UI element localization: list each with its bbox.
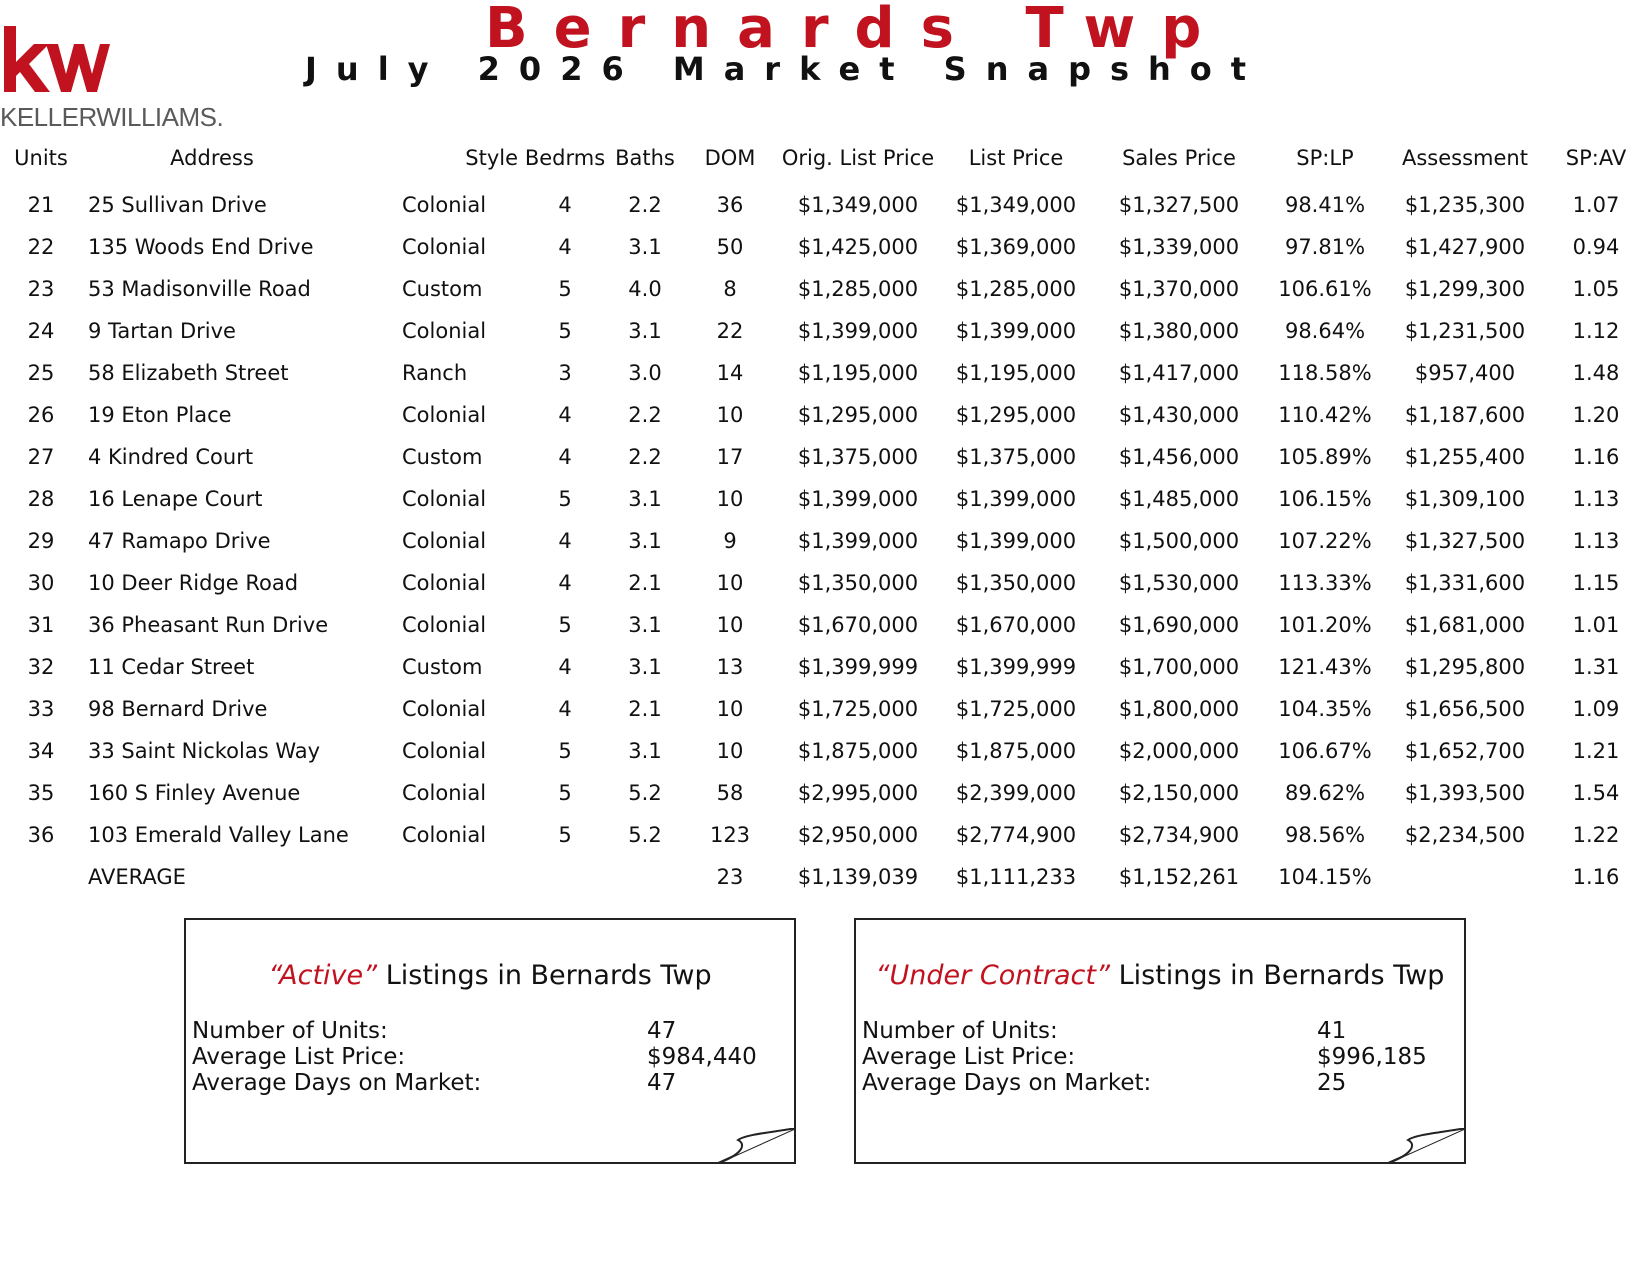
cell-sp-av: 1.05 (1572, 277, 1620, 301)
table-row (0, 730, 1650, 772)
table-row (0, 436, 1650, 478)
cell-list-price: $1,399,000 (955, 487, 1077, 511)
cell-dom: 14 (716, 361, 744, 385)
active-units-row (192, 1018, 677, 1044)
cell-baths: 3.1 (628, 487, 662, 511)
cell-unit-number: 21 (27, 193, 55, 217)
cell-address: 11 Cedar Street (88, 655, 255, 679)
cell-dom: 10 (716, 613, 744, 637)
cell-style: Custom (402, 445, 483, 469)
active-dom-value: 47 (647, 1070, 677, 1096)
cell-assessment: $1,255,400 (1404, 445, 1526, 469)
cell-unit-number: 23 (27, 277, 55, 301)
contract-price-row (862, 1044, 1427, 1070)
logo-wordmark: KELLERWILLIAMS. (0, 102, 224, 132)
cell-address: 135 Woods End Drive (88, 235, 314, 259)
cell-sp-lp: 97.81% (1284, 235, 1366, 259)
cell-address: 36 Pheasant Run Drive (88, 613, 329, 637)
active-units-label: Number of Units: (192, 1018, 388, 1044)
table-row (0, 562, 1650, 604)
cell-sp-av: 1.13 (1572, 487, 1620, 511)
cell-sales-price: $1,370,000 (1118, 277, 1240, 301)
cell-unit-number: 31 (27, 613, 55, 637)
cell-sales-price: $2,000,000 (1118, 739, 1240, 763)
cell-assessment: $1,393,500 (1404, 781, 1526, 805)
cell-address: 25 Sullivan Drive (88, 193, 267, 217)
cell-sp-lp: 106.15% (1278, 487, 1372, 511)
cell-unit-number: 36 (27, 823, 55, 847)
cell-style: Ranch (402, 361, 468, 385)
cell-assessment (1388, 856, 1542, 898)
cell-baths: 3.0 (628, 361, 662, 385)
page-curl-icon (1386, 1128, 1466, 1164)
cell-sp-lp: 106.61% (1278, 277, 1372, 301)
cell-sales-price: $1,417,000 (1118, 361, 1240, 385)
cell-assessment: $1,652,700 (1404, 739, 1526, 763)
cell-dom: 9 (723, 529, 737, 553)
active-dom-row (192, 1070, 677, 1096)
cell-sp-lp: 121.43% (1278, 655, 1372, 679)
cell-orig-list-price: $1,195,000 (797, 361, 919, 385)
cell-sp-av: 1.16 (1572, 445, 1620, 469)
active-units-value: 47 (647, 1018, 677, 1044)
under-contract-title (856, 960, 1464, 991)
table-body (0, 184, 1650, 898)
cell-orig-list-price: $1,349,000 (797, 193, 919, 217)
active-price-value: $984,440 (647, 1044, 757, 1070)
contract-dom-value: 25 (1317, 1070, 1347, 1096)
cell-sp-av: 1.16 (1572, 865, 1620, 889)
active-listings-box (184, 918, 796, 1164)
cell-assessment: $1,235,300 (1404, 193, 1526, 217)
cell-sp-lp: 118.58% (1278, 361, 1372, 385)
cell-sp-av: 1.12 (1572, 319, 1620, 343)
cell-orig-list-price: $1,285,000 (797, 277, 919, 301)
cell-sp-lp: 104.15% (1278, 865, 1372, 889)
cell-style: Colonial (402, 823, 487, 847)
cell-style: Colonial (402, 781, 487, 805)
cell-style: Colonial (402, 193, 487, 217)
under-contract-box (854, 918, 1466, 1164)
cell-bedrooms: 5 (558, 781, 572, 805)
cell-assessment: $957,400 (1414, 361, 1516, 385)
cell-bedrooms: 5 (558, 277, 572, 301)
cell-orig-list-price: $1,399,999 (797, 655, 919, 679)
cell-style: Colonial (402, 319, 487, 343)
cell-baths: 5.2 (628, 823, 662, 847)
header-sp-av: SP:AV (1565, 146, 1627, 170)
cell-assessment: $1,231,500 (1404, 319, 1526, 343)
cell-list-price: $1,399,000 (955, 319, 1077, 343)
header-orig-list-price: Orig. List Price (781, 146, 935, 170)
table-row (0, 772, 1650, 814)
cell-bedrooms (520, 856, 610, 898)
cell-sales-price: $1,485,000 (1118, 487, 1240, 511)
cell-style: Colonial (402, 235, 487, 259)
table-header-row (0, 132, 1650, 184)
cell-unit-number: 22 (27, 235, 55, 259)
cell-dom: 10 (716, 739, 744, 763)
cell-address: 58 Elizabeth Street (88, 361, 289, 385)
cell-list-price: $1,369,000 (955, 235, 1077, 259)
cell-sp-lp: 98.64% (1284, 319, 1366, 343)
cell-sp-av: 1.13 (1572, 529, 1620, 553)
cell-bedrooms: 4 (558, 529, 572, 553)
under-contract-title-rest: Listings in Bernards Twp (1118, 960, 1445, 991)
contract-price-label: Average List Price: (862, 1044, 1076, 1070)
cell-orig-list-price: $1,295,000 (797, 403, 919, 427)
cell-address: 160 S Finley Avenue (88, 781, 301, 805)
cell-baths: 5.2 (628, 781, 662, 805)
cell-dom: 123 (709, 823, 751, 847)
contract-dom-row (862, 1070, 1347, 1096)
header-units: Units (14, 146, 68, 170)
header-style: Style (465, 146, 518, 170)
cell-baths (610, 856, 680, 898)
cell-orig-list-price: $1,350,000 (797, 571, 919, 595)
cell-baths: 4.0 (628, 277, 662, 301)
cell-address: 16 Lenape Court (88, 487, 263, 511)
header-bedrooms: Bedrms (524, 146, 606, 170)
cell-sales-price: $1,152,261 (1118, 865, 1240, 889)
cell-address: 103 Emerald Valley Lane (88, 823, 349, 847)
cell-sales-price: $1,500,000 (1118, 529, 1240, 553)
cell-baths: 2.1 (628, 697, 662, 721)
cell-sales-price: $1,380,000 (1118, 319, 1240, 343)
cell-list-price: $1,875,000 (955, 739, 1077, 763)
cell-unit-number: 29 (27, 529, 55, 553)
cell-style: Colonial (402, 739, 487, 763)
cell-bedrooms: 4 (558, 571, 572, 595)
contract-price-value: $996,185 (1317, 1044, 1427, 1070)
cell-baths: 3.1 (628, 529, 662, 553)
cell-sales-price: $1,700,000 (1118, 655, 1240, 679)
cell-list-price: $1,285,000 (955, 277, 1077, 301)
cell-unit-number: 26 (27, 403, 55, 427)
cell-address: 47 Ramapo Drive (88, 529, 271, 553)
contract-units-row (862, 1018, 1347, 1044)
cell-orig-list-price: $1,399,000 (797, 319, 919, 343)
average-row (0, 856, 1650, 898)
cell-list-price: $1,195,000 (955, 361, 1077, 385)
cell-orig-list-price: $1,375,000 (797, 445, 919, 469)
cell-assessment: $1,295,800 (1404, 655, 1526, 679)
cell-list-price: $2,774,900 (955, 823, 1077, 847)
cell-sales-price: $1,800,000 (1118, 697, 1240, 721)
page-subtitle: July 2026 Market Snapshot (305, 50, 1266, 88)
cell-bedrooms: 4 (558, 445, 572, 469)
cell-sp-lp: 98.56% (1284, 823, 1366, 847)
cell-address: 19 Eton Place (88, 403, 232, 427)
cell-sp-lp: 110.42% (1278, 403, 1372, 427)
active-label: “Active” (268, 960, 378, 991)
cell-baths: 3.1 (628, 613, 662, 637)
cell-sales-price: $1,430,000 (1118, 403, 1240, 427)
cell-sp-av: 1.20 (1572, 403, 1620, 427)
cell-orig-list-price: $1,875,000 (797, 739, 919, 763)
cell-dom: 10 (716, 697, 744, 721)
active-listings-title (186, 960, 794, 991)
cell-bedrooms: 5 (558, 823, 572, 847)
cell-sales-price: $2,150,000 (1118, 781, 1240, 805)
cell-address: 98 Bernard Drive (88, 697, 268, 721)
cell-unit-number: 28 (27, 487, 55, 511)
cell-sp-av: 0.94 (1572, 235, 1620, 259)
cell-dom: 13 (716, 655, 744, 679)
cell-bedrooms: 5 (558, 487, 572, 511)
cell-style: Custom (402, 655, 483, 679)
cell-baths: 3.1 (628, 235, 662, 259)
table-row (0, 268, 1650, 310)
cell-address: 53 Madisonville Road (88, 277, 311, 301)
table-row (0, 352, 1650, 394)
page-title: Bernards Twp (485, 0, 1228, 61)
cell-sp-lp: 106.67% (1278, 739, 1372, 763)
cell-bedrooms: 3 (558, 361, 572, 385)
header-sales-price: Sales Price (1122, 146, 1236, 170)
cell-dom: 8 (723, 277, 737, 301)
cell-bedrooms: 5 (558, 613, 572, 637)
cell-unit-number: 30 (27, 571, 55, 595)
cell-list-price: $2,399,000 (955, 781, 1077, 805)
header-dom: DOM (704, 146, 756, 170)
header-sp-lp: SP:LP (1296, 146, 1354, 170)
cell-address: 10 Deer Ridge Road (88, 571, 299, 595)
table-row (0, 688, 1650, 730)
cell-sp-lp: 105.89% (1278, 445, 1372, 469)
cell-sp-av: 1.15 (1572, 571, 1620, 595)
cell-dom: 10 (716, 571, 744, 595)
cell-orig-list-price: $2,950,000 (797, 823, 919, 847)
cell-unit-number: 34 (27, 739, 55, 763)
cell-style: Colonial (402, 613, 487, 637)
header-address: Address (170, 146, 254, 170)
cell-list-price: $1,399,999 (955, 655, 1077, 679)
cell-bedrooms: 5 (558, 319, 572, 343)
cell-sp-av: 1.01 (1572, 613, 1620, 637)
table-row (0, 604, 1650, 646)
cell-orig-list-price: $1,670,000 (797, 613, 919, 637)
cell-list-price: $1,725,000 (955, 697, 1077, 721)
cell-bedrooms: 5 (558, 739, 572, 763)
cell-sp-lp: 104.35% (1278, 697, 1372, 721)
cell-baths: 3.1 (628, 655, 662, 679)
cell-orig-list-price: $1,139,039 (797, 865, 919, 889)
table-row (0, 646, 1650, 688)
cell-baths: 2.2 (628, 445, 662, 469)
active-title-rest: Listings in Bernards Twp (385, 960, 712, 991)
cell-bedrooms: 4 (558, 403, 572, 427)
cell-list-price: $1,670,000 (955, 613, 1077, 637)
cell-assessment: $1,331,600 (1404, 571, 1526, 595)
cell-address: 4 Kindred Court (88, 445, 254, 469)
cell-style: Colonial (402, 529, 487, 553)
cell-unit-number: 27 (27, 445, 55, 469)
cell-style (402, 856, 520, 898)
cell-style: Colonial (402, 487, 487, 511)
cell-baths: 3.1 (628, 319, 662, 343)
cell-sp-lp: 107.22% (1278, 529, 1372, 553)
cell-baths: 2.2 (628, 403, 662, 427)
cell-sales-price: $1,690,000 (1118, 613, 1240, 637)
cell-orig-list-price: $1,725,000 (797, 697, 919, 721)
cell-assessment: $1,309,100 (1404, 487, 1526, 511)
cell-address: AVERAGE (88, 865, 186, 889)
cell-list-price: $1,349,000 (955, 193, 1077, 217)
cell-bedrooms: 4 (558, 655, 572, 679)
cell-style: Colonial (402, 697, 487, 721)
header-list-price: List Price (968, 146, 1064, 170)
page-curl-icon (716, 1128, 796, 1164)
cell-bedrooms: 4 (558, 235, 572, 259)
cell-dom: 36 (716, 193, 744, 217)
table-row (0, 184, 1650, 226)
cell-sp-av: 1.22 (1572, 823, 1620, 847)
cell-sp-lp: 101.20% (1278, 613, 1372, 637)
cell-list-price: $1,375,000 (955, 445, 1077, 469)
cell-list-price: $1,111,233 (955, 865, 1077, 889)
cell-style: Custom (402, 277, 483, 301)
cell-unit-number: 25 (27, 361, 55, 385)
table-row (0, 310, 1650, 352)
cell-unit-number: 24 (27, 319, 55, 343)
cell-orig-list-price: $1,399,000 (797, 487, 919, 511)
cell-sales-price: $1,456,000 (1118, 445, 1240, 469)
table-row (0, 394, 1650, 436)
cell-sp-av: 1.21 (1572, 739, 1620, 763)
cell-sales-price: $1,339,000 (1118, 235, 1240, 259)
table-row (0, 226, 1650, 268)
cell-style: Colonial (402, 571, 487, 595)
cell-baths: 3.1 (628, 739, 662, 763)
header-assessment: Assessment (1402, 146, 1528, 170)
cell-unit-number: 35 (27, 781, 55, 805)
cell-assessment: $2,234,500 (1404, 823, 1526, 847)
cell-sp-av: 1.48 (1572, 361, 1620, 385)
table-row (0, 520, 1650, 562)
cell-unit-number: 33 (27, 697, 55, 721)
cell-baths: 2.2 (628, 193, 662, 217)
cell-assessment: $1,656,500 (1404, 697, 1526, 721)
active-price-row (192, 1044, 757, 1070)
cell-unit-number: 32 (27, 655, 55, 679)
cell-dom: 17 (716, 445, 744, 469)
sales-table (0, 132, 1650, 898)
cell-bedrooms: 4 (558, 697, 572, 721)
under-contract-label: “Under Contract” (875, 960, 1110, 991)
cell-assessment: $1,427,900 (1404, 235, 1526, 259)
cell-baths: 2.1 (628, 571, 662, 595)
cell-sp-av: 1.07 (1572, 193, 1620, 217)
cell-address: 33 Saint Nickolas Way (88, 739, 321, 763)
cell-dom: 22 (716, 319, 744, 343)
cell-assessment: $1,187,600 (1404, 403, 1526, 427)
table-row (0, 478, 1650, 520)
cell-assessment: $1,681,000 (1404, 613, 1526, 637)
cell-sp-lp: 89.62% (1284, 781, 1366, 805)
cell-sales-price: $1,530,000 (1118, 571, 1240, 595)
cell-dom: 50 (716, 235, 744, 259)
contract-units-label: Number of Units: (862, 1018, 1058, 1044)
cell-address: 9 Tartan Drive (88, 319, 236, 343)
cell-sp-lp: 98.41% (1284, 193, 1366, 217)
cell-sp-lp: 113.33% (1278, 571, 1372, 595)
cell-dom: 10 (716, 487, 744, 511)
header-baths: Baths (615, 146, 675, 170)
cell-orig-list-price: $1,399,000 (797, 529, 919, 553)
cell-assessment: $1,299,300 (1404, 277, 1526, 301)
cell-list-price: $1,399,000 (955, 529, 1077, 553)
cell-sp-av: 1.54 (1572, 781, 1620, 805)
table-row (0, 814, 1650, 856)
cell-sp-av: 1.09 (1572, 697, 1620, 721)
active-dom-label: Average Days on Market: (192, 1070, 482, 1096)
cell-dom: 58 (716, 781, 744, 805)
cell-assessment: $1,327,500 (1404, 529, 1526, 553)
cell-sales-price: $1,327,500 (1118, 193, 1240, 217)
cell-sp-av: 1.31 (1572, 655, 1620, 679)
kw-logo-icon (0, 22, 110, 100)
cell-orig-list-price: $1,425,000 (797, 235, 919, 259)
cell-dom: 23 (716, 865, 744, 889)
cell-orig-list-price: $2,995,000 (797, 781, 919, 805)
keller-williams-logo (0, 22, 235, 132)
cell-list-price: $1,350,000 (955, 571, 1077, 595)
cell-bedrooms: 4 (558, 193, 572, 217)
active-price-label: Average List Price: (192, 1044, 406, 1070)
contract-units-value: 41 (1317, 1018, 1347, 1044)
cell-list-price: $1,295,000 (955, 403, 1077, 427)
cell-style: Colonial (402, 403, 487, 427)
cell-sales-price: $2,734,900 (1118, 823, 1240, 847)
cell-unit-number (0, 856, 82, 898)
cell-dom: 10 (716, 403, 744, 427)
contract-dom-label: Average Days on Market: (862, 1070, 1152, 1096)
